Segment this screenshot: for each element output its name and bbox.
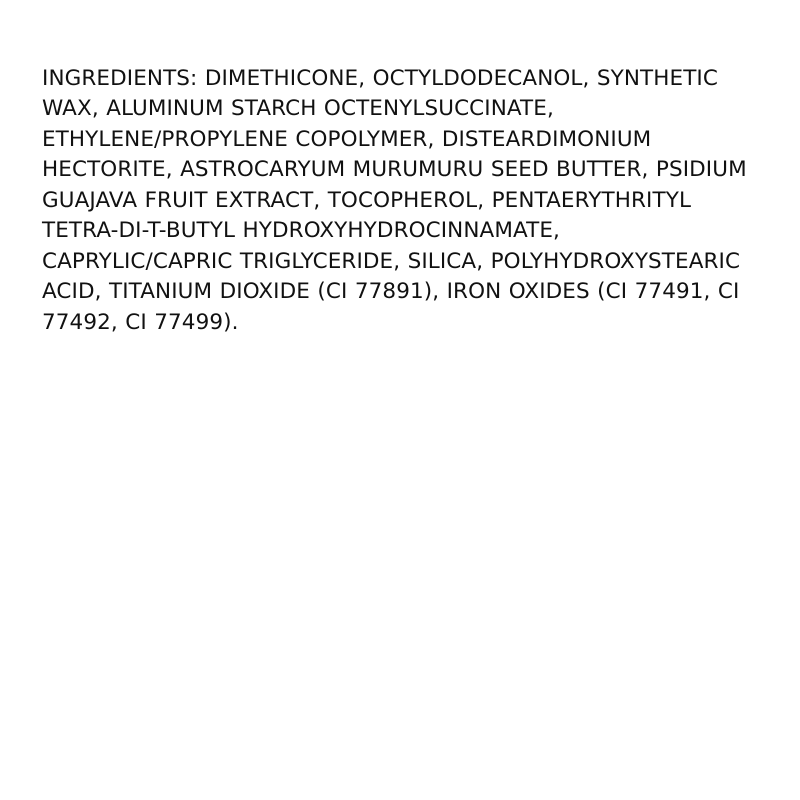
ingredients-paragraph: INGREDIENTS: DIMETHICONE, OCTYLDODECANOL, SYNTHETIC WAX, ALUMINUM STARCH OCTENYLSUCCINATE, ETHYLENE/PROPYLENE COPOLYMER, DISTEARDIMONIUM HECTORITE, ASTROCARYUM MURUMURU SEED BUTTER, PSIDIUM GUAJAVA FRUIT EXTRACT, TOCOPHEROL, PENTAERYTHRITYL TETRA-DI-T-BUTYL HYDROXYHYDROCINNAMATE, CAPRYLIC/CAPRIC TRIGLYCERIDE, SILICA, POLYHYDROXYSTEARIC ACID, TITANIUM DIOXIDE (CI 77891), IRON OXIDES (CI 77491, CI 77492, CI 77499). — [42, 65, 747, 335]
